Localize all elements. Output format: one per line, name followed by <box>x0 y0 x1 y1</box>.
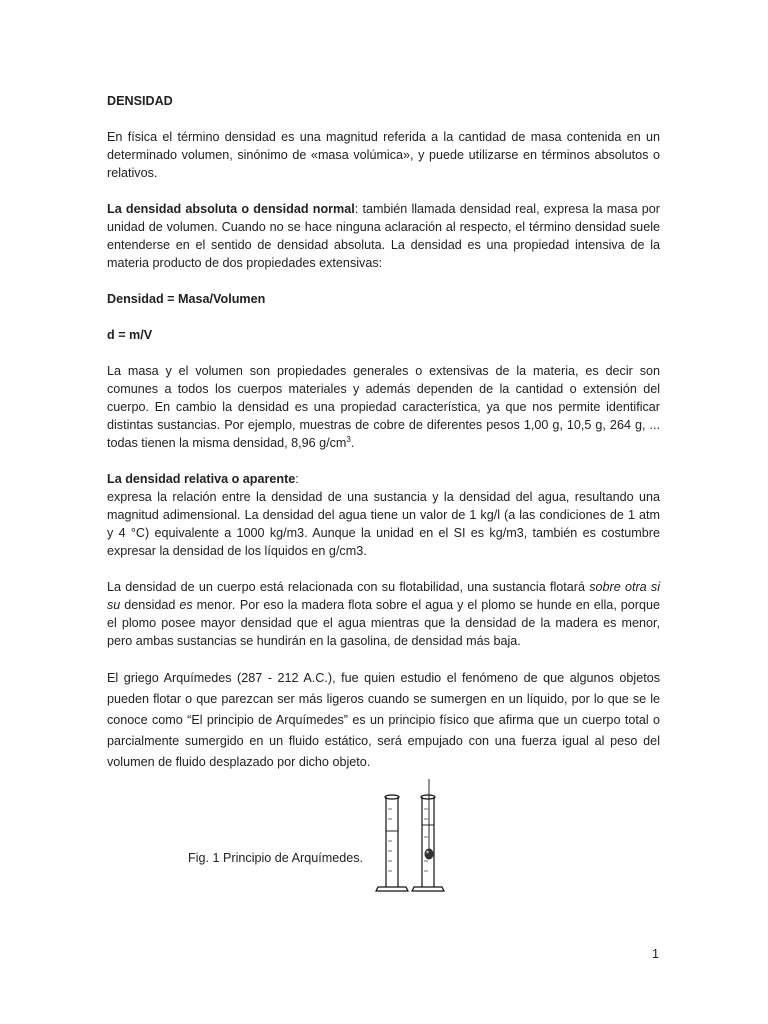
cubic-superscript: 3 <box>346 434 351 444</box>
archimedes-cylinders-figure <box>372 779 462 903</box>
buoyancy-text-1: La densidad de un cuerpo está relacionada con su flotabilidad, una sustancia flotará <box>107 580 590 594</box>
mass-volume-text: La masa y el volumen son propiedades generales o extensivas de la materia, es decir son comunes a todos los cuerpos materiales y además dependen de la cantidad o extensión del cuerpo. En cambio la densidad es una propiedad característica, ya que nos permite identificar distintas sustancias. Por ejemplo, muestras de cobre de diferentes pesos 1,00 g, 10,5 g, 264 g, ... todas tienen la misma densidad, 8,96 g/cm <box>107 364 660 450</box>
relative-density-colon: : <box>295 472 299 486</box>
buoyancy-text-4: Por eso la madera flota sobre el agua y el plomo se hunde en ella, porque el plomo posee mayor densidad que el agua mientras que la densidad de la madera es menor, pero ambas sustancias se hundirán en la gasolina, de densidad más baja. <box>107 598 660 648</box>
relative-density-text: expresa la relación entre la densidad de una sustancia y la densidad del agua, resultando una magnitud adimensional. La densidad del agua tiene un valor de 1 kg/l (a las condiciones de 1 atm y 4 °C) equivalente a 1000 kg/m3. Aunque la unidad en el SI es kg/m3, también es costumbre expresar la densidad de los líquidos en g/cm3. <box>107 490 660 558</box>
absolute-density-paragraph <box>107 200 660 272</box>
document-title: DENSIDAD <box>107 94 173 108</box>
mass-volume-paragraph <box>107 362 660 452</box>
document-body <box>107 92 660 773</box>
absolute-density-text: : también llamada densidad real, expresa la masa por unidad de volumen. Cuando no se hace ninguna aclaración al respecto, el término densidad suele entenderse en el sentido de densidad absoluta. La densidad es una propiedad intensiva de la materia producto de dos propiedades extensivas: <box>107 202 660 270</box>
archimedes-paragraph: El griego Arquímedes (287 - 212 A.C.), fue quien estudio el fenómeno de que algunos objetos pueden flotar o que parezcan ser más ligeros cuando se sumergen en un líquido, por lo que se le conoce como “El principio de Arquímedes” es un principio físico que afirma que un cuerpo total o parcialmente sumergido en un fluido estático, será empujado con una fuerza igual al peso del volumen de fluido desplazado por dicho objeto. <box>107 671 660 769</box>
buoyancy-italic-1: sobre otra si su <box>107 580 661 612</box>
relative-density-heading-line <box>107 470 660 488</box>
formula-symbols <box>107 326 660 344</box>
formula-words <box>107 290 660 308</box>
buoyancy-text-3: menor <box>192 598 233 612</box>
relative-density-heading: La densidad relativa o aparente <box>107 472 296 486</box>
intro-paragraph: En física el término densidad es una magnitud referida a la cantidad de masa contenida en un determinado volumen, sinónimo de «masa volúmica», y puede utilizarse en términos absolutos o relativos. <box>107 130 660 180</box>
formula-words-text: Densidad = Masa/Volumen <box>107 292 266 306</box>
buoyancy-italic-3: . <box>232 598 236 612</box>
graduated-cylinders-icon <box>372 779 462 903</box>
mass-volume-end: . <box>350 436 355 450</box>
formula-symbols-text: d = m/V <box>107 328 153 342</box>
absolute-density-heading: La densidad absoluta o densidad normal <box>107 202 355 216</box>
page-number: 1 <box>652 947 660 961</box>
buoyancy-italic-2: es <box>179 598 193 612</box>
figure-caption: Fig. 1 Principio de Arquímedes. <box>188 851 364 865</box>
buoyancy-text-2: densidad <box>120 598 180 612</box>
buoyancy-paragraph <box>107 578 660 650</box>
